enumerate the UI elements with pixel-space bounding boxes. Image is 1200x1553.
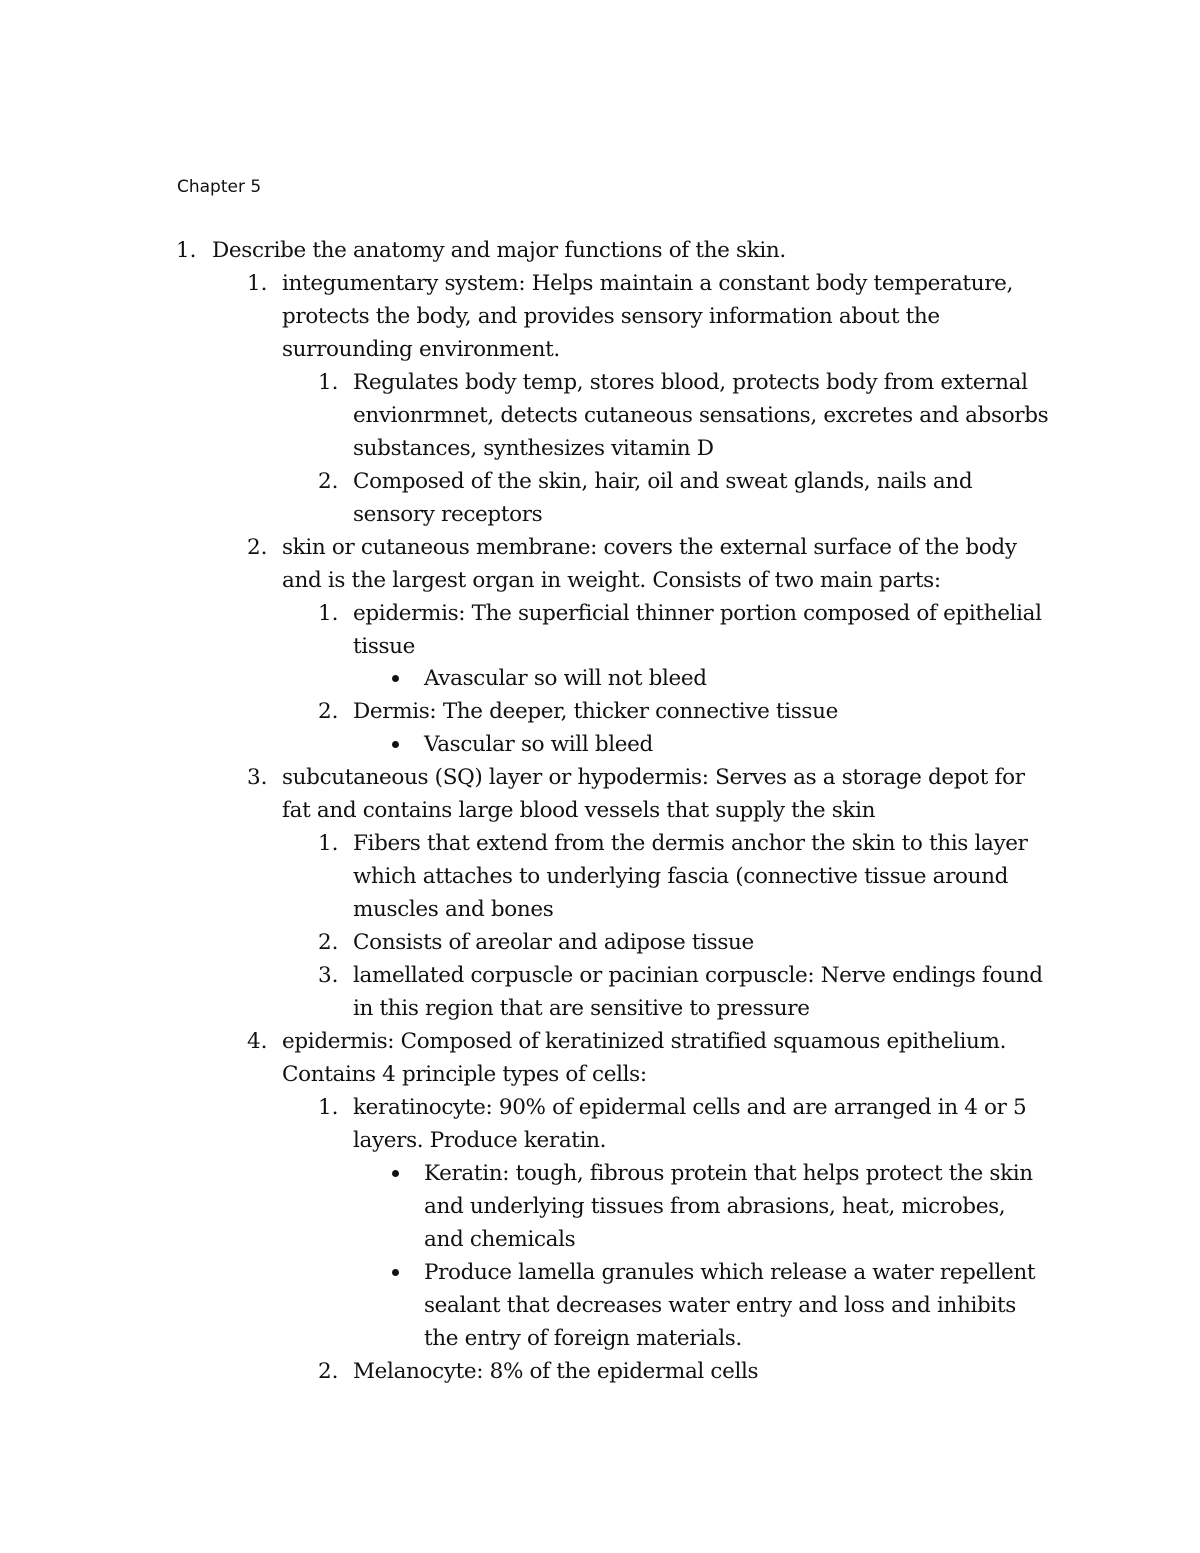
bullet-icon — [392, 1170, 399, 1177]
list-marker: 2. — [318, 930, 339, 955]
list-item-text: Dermis: The deeper, thicker connective tissue — [353, 699, 838, 724]
list-item-text: tissue — [353, 634, 416, 659]
list-marker: 1. — [318, 1095, 339, 1120]
list-item-text: and is the largest organ in weight. Consists of two main parts: — [282, 568, 941, 593]
list-marker: 1. — [318, 601, 339, 626]
list-marker: 1. — [247, 271, 268, 296]
list-marker: 1. — [318, 831, 339, 856]
list-item-text: the entry of foreign materials. — [424, 1326, 742, 1351]
list-item-text: integumentary system: Helps maintain a constant body temperature, — [282, 271, 1013, 296]
list-item-text: in this region that are sensitive to pressure — [353, 996, 810, 1021]
list-item-text: Avascular so will not bleed — [424, 666, 707, 691]
list-item-text: sensory receptors — [353, 502, 543, 527]
list-item-text: Fibers that extend from the dermis anchor the skin to this layer — [353, 831, 1028, 856]
list-marker: 2. — [318, 699, 339, 724]
list-item-text: Describe the anatomy and major functions of the skin. — [212, 238, 786, 263]
list-item-text: keratinocyte: 90% of epidermal cells and are arranged in 4 or 5 — [353, 1095, 1027, 1120]
list-marker: 2. — [247, 535, 268, 560]
list-item-text: muscles and bones — [353, 897, 554, 922]
list-item-text: Vascular so will bleed — [424, 732, 653, 757]
list-marker: 2. — [318, 469, 339, 494]
bullet-icon — [392, 1269, 399, 1276]
list-marker: 1. — [318, 370, 339, 395]
list-item-text: and underlying tissues from abrasions, heat, microbes, — [424, 1194, 1006, 1219]
list-item-text: skin or cutaneous membrane: covers the external surface of the body — [282, 535, 1017, 560]
list-marker: 1. — [176, 238, 197, 263]
list-item-text: Melanocyte: 8% of the epidermal cells — [353, 1359, 759, 1384]
list-marker: 4. — [247, 1029, 268, 1054]
list-item-text: Consists of areolar and adipose tissue — [353, 930, 754, 955]
list-item-text: and chemicals — [424, 1227, 576, 1252]
list-item-text: envionrmnet, detects cutaneous sensations, excretes and absorbs — [353, 403, 1049, 428]
list-item-text: protects the body, and provides sensory information about the — [282, 304, 940, 329]
list-item-text: surrounding environment. — [282, 337, 560, 362]
chapter-heading: Chapter 5 — [177, 177, 262, 197]
list-item-text: Keratin: tough, fibrous protein that helps protect the skin — [424, 1161, 1033, 1186]
list-item-text: Composed of the skin, hair, oil and sweat glands, nails and — [353, 469, 973, 494]
list-item-text: epidermis: Composed of keratinized stratified squamous epithelium. — [282, 1029, 1007, 1054]
list-item-text: Regulates body temp, stores blood, protects body from external — [353, 370, 1028, 395]
list-item-text: fat and contains large blood vessels that supply the skin — [282, 798, 876, 823]
list-marker: 2. — [318, 1359, 339, 1384]
list-marker: 3. — [247, 765, 268, 790]
list-marker: 3. — [318, 963, 339, 988]
list-item-text: sealant that decreases water entry and loss and inhibits — [424, 1293, 1016, 1318]
list-item-text: substances, synthesizes vitamin D — [353, 436, 714, 461]
list-item-text: layers. Produce keratin. — [353, 1128, 607, 1153]
bullet-icon — [392, 741, 399, 748]
list-item-text: Produce lamella granules which release a water repellent — [424, 1260, 1036, 1285]
list-item-text: lamellated corpuscle or pacinian corpuscle: Nerve endings found — [353, 963, 1043, 988]
list-item-text: epidermis: The superficial thinner portion composed of epithelial — [353, 601, 1042, 626]
list-item-text: Contains 4 principle types of cells: — [282, 1062, 647, 1087]
list-item-text: which attaches to underlying fascia (connective tissue around — [353, 864, 1009, 889]
bullet-icon — [392, 675, 399, 682]
list-item-text: subcutaneous (SQ) layer or hypodermis: Serves as a storage depot for — [282, 765, 1025, 790]
